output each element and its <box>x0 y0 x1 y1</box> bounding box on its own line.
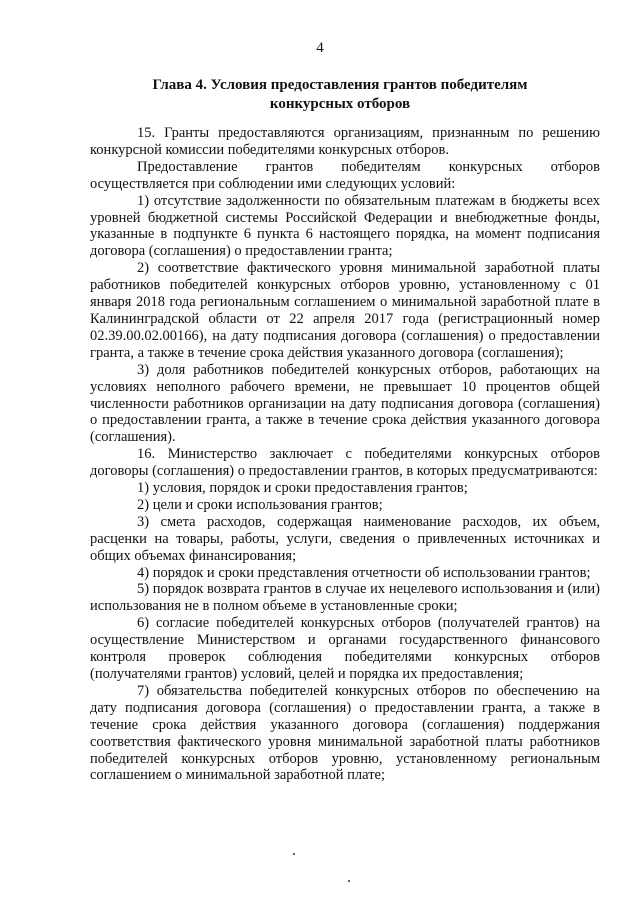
chapter-heading-line-1: Глава 4. Условия предоставления грантов победителям <box>152 77 528 93</box>
condition-1: 1) отсутствие задолженности по обязательным платежам в бюджеты всех уровней бюджетной системы Российской Федерации и внебюджетные фонды, указанные в подпункте 6 пункта 6 настоящего порядка, на момент подписания договора (соглашения) о предоставлении гранта; <box>90 192 600 260</box>
body-text <box>90 125 600 784</box>
agreement-item-6: 6) согласие победителей конкурсных отборов (получателей грантов) на осуществление Министерством и органами государственного финансового контроля проверок соблюдения победителями конкурсных отборов (получателями грантов) условий, целей и порядка их предоставления; <box>90 615 600 682</box>
page-number: 4 <box>316 40 324 56</box>
condition-2: 2) соответствие фактического уровня минимальной заработной платы работников победителей конкурсных отборов уровню, установленному с 01 января 2018 года региональным соглашением о минимальной заработной плате в Калининградской области от 22 апреля 2017 года (регистрационный номер 02.39.00.02.00166), на дату подписания договора (соглашения) о предоставлении гранта, а также в течение срока действия указанного договора (соглашения); <box>90 260 600 361</box>
agreement-item-1: 1) условия, порядок и сроки предоставления грантов; <box>137 480 468 497</box>
agreement-item-4: 4) порядок и сроки представления отчетности об использовании грантов; <box>137 564 591 581</box>
paragraph-16: 16. Министерство заключает с победителями конкурсных отборов договоры (соглашения) о предоставлении грантов, в которых предусматриваются: <box>90 446 600 480</box>
paragraph-15: 15. Гранты предоставляются организациям, признанным по решению конкурсной комиссии победителями конкурсных отборов. <box>90 125 600 158</box>
chapter-heading-line-2: конкурсных отборов <box>269 96 411 112</box>
agreement-item-7: 7) обязательства победителей конкурсных отборов по обеспечению на дату подписания договора (соглашения) о предоставлении гранта, а также в течение срока действия указанного договора (соглашения) поддержания соответствия фактического уровня минимальной заработной платы работников победителей конкурсных отборов уровню, установленному региональным соглашением о минимальной заработной плате; <box>90 682 600 784</box>
agreement-item-3: 3) смета расходов, содержащая наименование расходов, их объем, расценки на товары, работы, услуги, сведения о привлеченных источниках и общих объемах финансирования; <box>90 513 600 564</box>
condition-3: 3) доля работников победителей конкурсных отборов, работающих на условиях неполного рабочего времени, не превышает 10 процентов общей численности работников организации на дату подписания договора (соглашения) о предоставлении гранта, а также в течение срока действия указанного договора (соглашения). <box>90 361 600 446</box>
agreement-item-2: 2) цели и сроки использования грантов; <box>137 496 383 513</box>
chapter-heading <box>90 76 590 114</box>
agreement-item-5: 5) порядок возврата грантов в случае их нецелевого использования и (или) использования не в полном объеме в установленные сроки; <box>90 581 600 615</box>
scan-speck <box>293 853 295 855</box>
paragraph-conditions-intro: Предоставление грантов победителям конкурсных отборов осуществляется при соблюдении ими следующих условий: <box>90 158 600 192</box>
scan-speck <box>348 880 350 882</box>
